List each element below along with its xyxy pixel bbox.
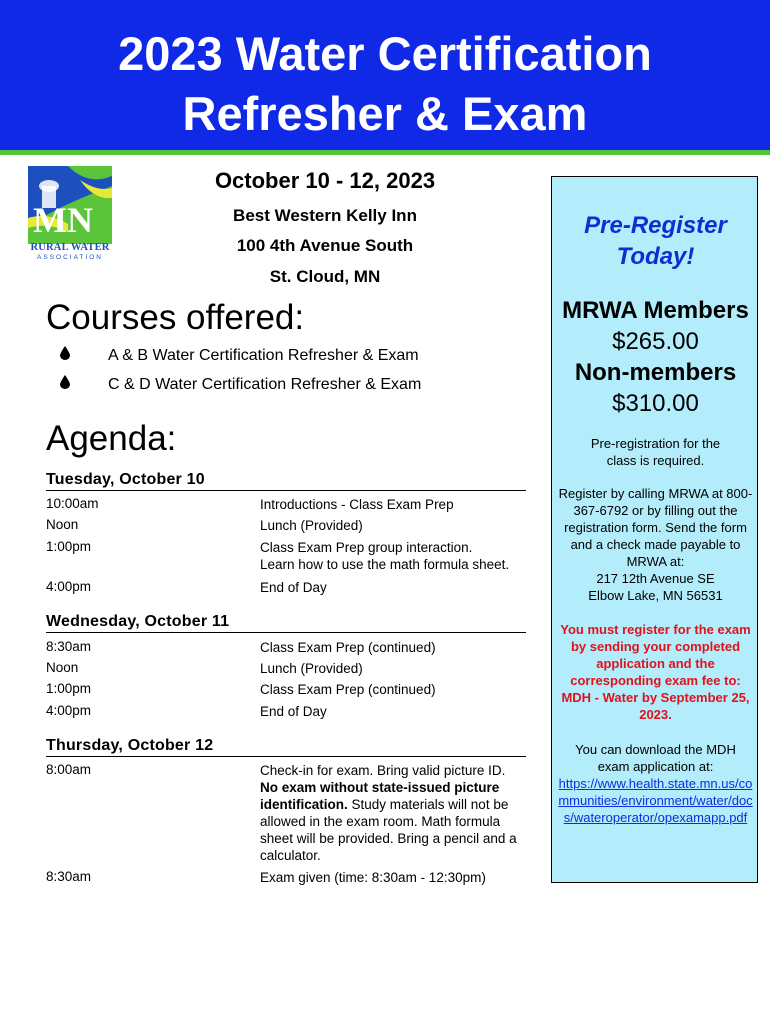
water-drop-icon [60,346,108,365]
pre-register-callout [552,210,759,272]
agenda-time: 8:30am [46,869,92,884]
agenda-time: 8:30am [46,639,92,654]
agenda-desc: Class Exam Prep (continued) [260,640,436,655]
agenda-desc-text: Check-in for exam. Bring valid picture ID. [260,763,506,778]
header-stripe [0,150,770,155]
exam-application-link[interactable]: https://www.health.state.mn.us/communities/environment/water/docs/wateroperator/opexamapp.pdf [558,776,753,825]
members-price: $265.00 [612,328,699,355]
agenda-desc: End of Day [260,580,327,595]
nonmembers-label: Non-members [574,359,737,386]
day-heading-tuesday: Tuesday, October 10 [46,471,526,491]
deadline-notice: You must register for the exam by sending your completed application and the corresponding exam fee to: MDH - Water by September 25, 2023. [560,622,751,722]
agenda-heading: Agenda: [46,419,177,458]
course-item [60,375,421,394]
page-title-line1: 2023 Water Certification [118,27,652,80]
mail-address-line2: Elbow Lake, MN 56531 [588,588,723,603]
course-label: C & D Water Certification Refresher & Exam [108,376,422,393]
agenda-desc [260,539,525,573]
agenda-time: 8:00am [46,762,92,777]
event-city: St. Cloud, MN [269,267,381,286]
agenda-time: 4:00pm [46,579,92,594]
agenda-desc: Class Exam Prep (continued) [260,682,436,697]
agenda-desc-line: Class Exam Prep group interaction. [260,540,473,555]
logo-text-main: RURAL WATER [30,242,110,253]
courses-heading: Courses offered: [46,298,305,337]
preregistration-note: Pre-registration for the class is required. [590,436,721,468]
agenda-time: Noon [46,660,79,675]
agenda-desc: End of Day [260,704,327,719]
nonmembers-price: $310.00 [612,390,699,417]
agenda-time: 4:00pm [46,703,92,718]
agenda-time: 10:00am [46,496,99,511]
agenda-time: Noon [46,517,79,532]
agenda-desc: Exam given (time: 8:30am - 12:30pm) [260,870,486,885]
registration-sidebar [551,176,758,883]
water-drop-icon [60,375,108,394]
event-address: 100 4th Avenue South [236,236,414,255]
page-title-line2: Refresher & Exam [182,87,588,140]
agenda-time: 1:00pm [46,539,92,554]
course-item [60,346,419,365]
register-instructions [552,485,759,604]
agenda-desc [260,762,525,864]
agenda-desc: Lunch (Provided) [260,518,363,533]
pre-register-line1: Pre-Register [584,212,727,239]
download-note: You can download the MDH exam application at: [575,742,736,774]
mail-address-line1: 217 12th Avenue SE [596,571,715,586]
agenda-desc-warning: No exam without state-issued picture identification. [260,780,500,812]
page-title [0,24,770,144]
members-label: MRWA Members [562,297,749,324]
mrwa-logo [28,166,112,262]
agenda-desc: Introductions - Class Exam Prep [260,497,454,512]
agenda-time: 1:00pm [46,681,92,696]
day-heading-wednesday: Wednesday, October 11 [46,613,526,633]
logo-initials: MN [33,200,93,240]
pre-register-line2: Today! [616,243,695,270]
agenda-desc: Lunch (Provided) [260,661,363,676]
event-date: October 10 - 12, 2023 [214,168,436,193]
day-heading-thursday: Thursday, October 12 [46,737,526,757]
logo-graphic [28,166,112,244]
agenda-desc-line: Learn how to use the math formula sheet. [260,557,510,572]
agenda-desc-text: Study materials will not be allowed in the exam room. Math formula sheet will be provided. Bring a pencil and a calculator. [260,797,517,863]
event-venue: Best Western Kelly Inn [233,206,417,225]
logo-text-sub: ASSOCIATION [37,254,103,261]
course-label: A & B Water Certification Refresher & Exam [108,347,419,364]
register-text: Register by calling MRWA at 800-367-6792 or by filling out the registration form. Send the form and a check made payable to MRWA at: [558,486,753,569]
